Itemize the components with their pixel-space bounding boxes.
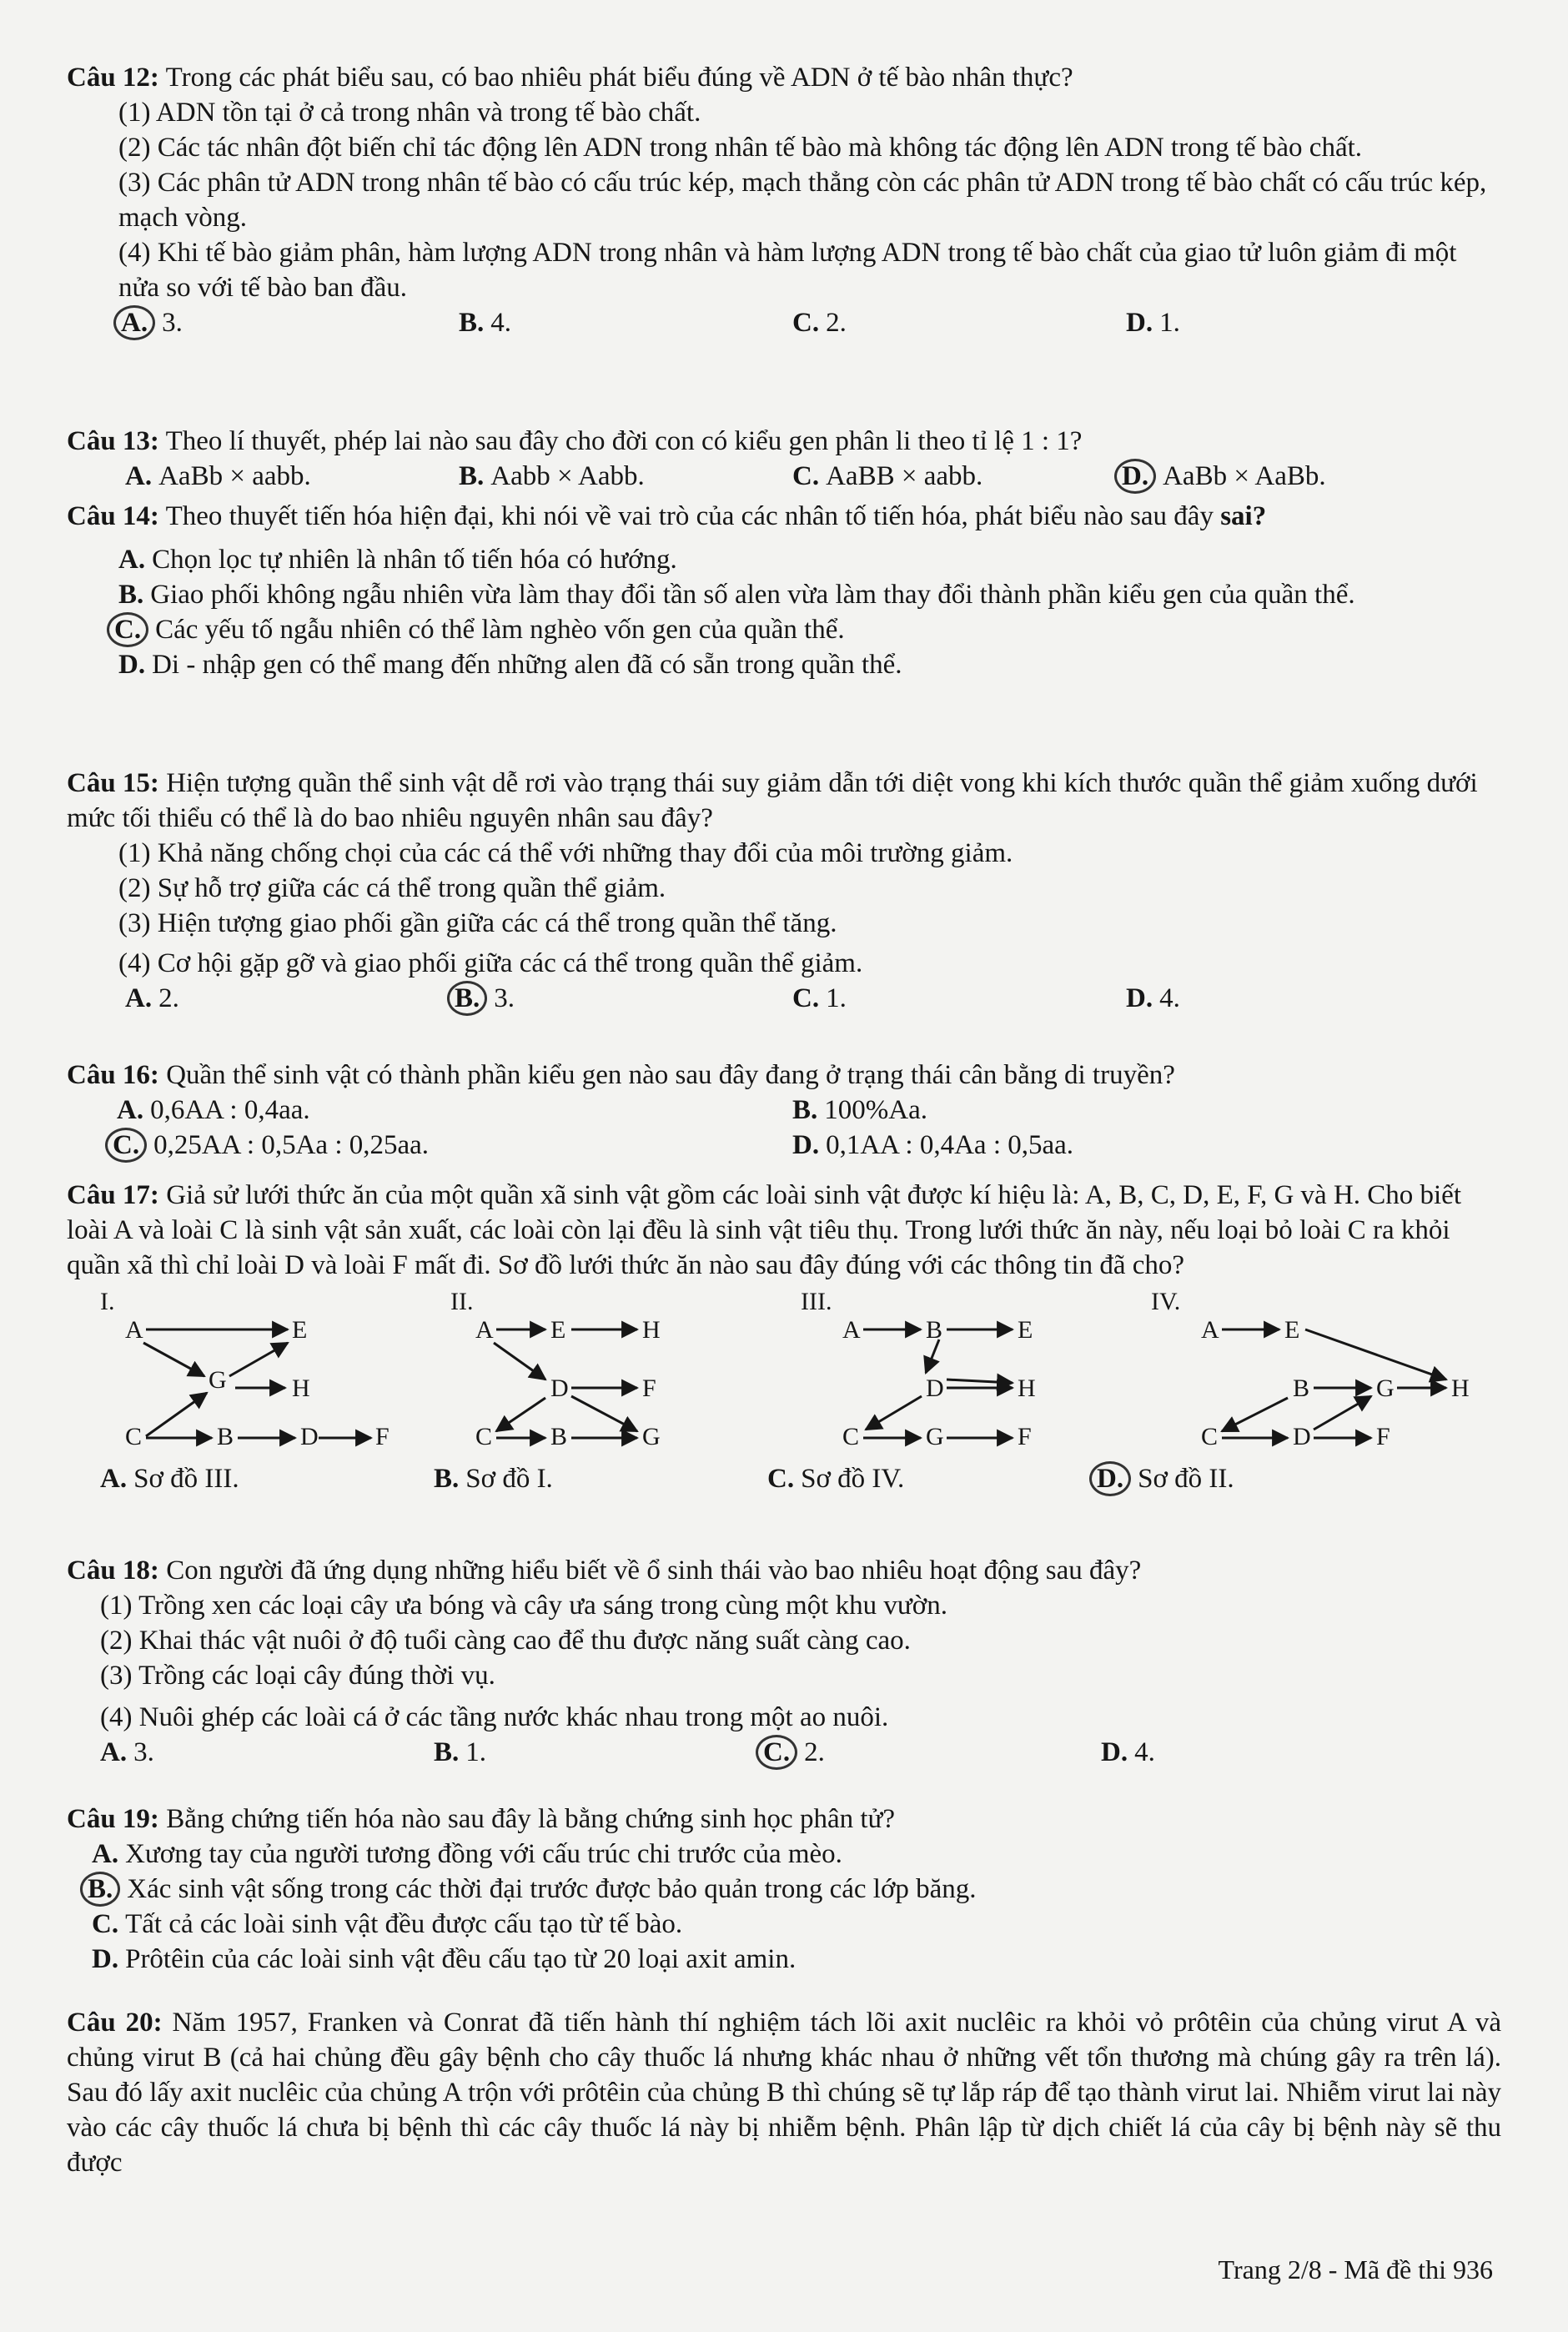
svg-text:D: D	[300, 1423, 319, 1450]
option-d[interactable]: D. 4.	[1101, 1737, 1155, 1767]
answer-options	[100, 1735, 1501, 1770]
circle-mark: C.	[105, 1128, 147, 1163]
option-c[interactable]: C. Tất cả các loài sinh vật đều được cấu tạo từ tế bào.	[92, 1909, 683, 1939]
svg-text:C: C	[842, 1423, 860, 1450]
food-web-diagram-4	[1151, 1286, 1485, 1461]
option-c[interactable]: C. Các yếu tố ngẫu nhiên có thể làm nghèo vốn gen của quần thể.	[67, 612, 1501, 647]
option-a[interactable]: A. Xương tay của người tương đồng với cấu trúc chi trước của mèo.	[92, 1839, 842, 1869]
statement-4: (4) Nuôi ghép các loài cá ở các tầng nước khác nhau trong một ao nuôi.	[100, 1702, 889, 1732]
circle-mark: C.	[107, 612, 148, 647]
page-footer: Trang 2/8 - Mã đề thi 936	[1218, 2254, 1493, 2284]
option-d[interactable]: D. Sơ đồ II.	[1101, 1461, 1435, 1496]
food-web-diagram-2	[450, 1286, 784, 1461]
question-number: Câu 16:	[67, 1060, 159, 1090]
option-d[interactable]: D. Di - nhập gen có thể mang đến những alen đã có sẵn trong quần thể.	[118, 650, 902, 680]
option-c[interactable]: C. 0,25AA : 0,5Aa : 0,25aa.	[117, 1128, 792, 1163]
option-b[interactable]: B. 100%Aa.	[792, 1095, 927, 1125]
svg-text:A: A	[1201, 1316, 1219, 1344]
svg-text:G: G	[642, 1423, 661, 1450]
question-20	[67, 2005, 1501, 2180]
statement-3: (3) Các phân tử ADN trong nhân tế bào có cấu trúc kép, mạch thẳng còn các phân tử ADN trong tế bào chất có cấu trúc kép, mạch vòng.	[118, 168, 1487, 233]
option-b[interactable]: B. Aabb × Aabb.	[459, 461, 645, 491]
question-text: Trong các phát biểu sau, có bao nhiêu phát biểu đúng về ADN ở tế bào nhân thực?	[165, 63, 1073, 93]
circle-mark: D.	[1089, 1461, 1131, 1496]
svg-text:C: C	[1201, 1423, 1219, 1450]
circle-mark: C.	[756, 1735, 797, 1770]
svg-text:D: D	[926, 1375, 944, 1402]
answer-options	[125, 459, 1501, 494]
question-text: Con người đã ứng dụng những hiểu biết về ổ sinh thái vào bao nhiêu hoạt động sau đây?	[166, 1556, 1142, 1586]
statement-1: (1) Khả năng chống chọi của các cá thể với những thay đổi của môi trường giảm.	[118, 838, 1013, 868]
statement-4: (4) Khi tế bào giảm phân, hàm lượng ADN trong nhân và hàm lượng ADN trong tế bào chất của giao tử luôn giảm đi một nửa so với tế bào ban đầu.	[118, 238, 1457, 303]
option-c[interactable]: C. 2.	[767, 1735, 1101, 1770]
svg-text:H: H	[1018, 1375, 1036, 1402]
option-d[interactable]: D. 1.	[1126, 308, 1180, 338]
svg-text:G: G	[1376, 1375, 1395, 1402]
option-a[interactable]: A. Chọn lọc tự nhiên là nhân tố tiến hóa có hướng.	[118, 545, 677, 575]
svg-text:H: H	[642, 1316, 661, 1344]
question-number: Câu 12:	[67, 63, 159, 93]
option-d[interactable]: D. AaBb × AaBb.	[1126, 459, 1460, 494]
statement-1: (1) ADN tồn tại ở cả trong nhân và trong tế bào chất.	[118, 98, 701, 128]
option-b[interactable]: B. Giao phối không ngẫu nhiên vừa làm thay đổi tần số alen vừa làm thay đổi thành phần kiểu gen của quần thể.	[118, 580, 1355, 610]
question-text: Năm 1957, Franken và Conrat đã tiến hành thí nghiệm tách lõi axit nuclêic ra khỏi vỏ prôtêin của chủng virut A và chủng virut B (cả hai chủng đều gây bệnh cho cây thuốc lá nhưng khác nhau ở những vết tổn thương mà chúng gây ra trên lá). Sau đó lấy axit nuclêic của chủng A trộn với prôtêin của chủng B thì chúng sẽ tự lắp ráp để tạo thành virut lai. Nhiễm virut lai này vào các cây thuốc lá chưa bị bệnh thì các cây thuốc lá này bị nhiễm bệnh. Phân lập từ dịch chiết lá của cây bị bệnh này sẽ thu được	[67, 2008, 1502, 2178]
svg-text:A: A	[475, 1316, 494, 1344]
svg-text:F: F	[1018, 1423, 1032, 1450]
option-a[interactable]: A. AaBb × aabb.	[125, 461, 311, 491]
option-c[interactable]: C. 2.	[792, 308, 847, 338]
statement-3: (3) Trồng các loại cây đúng thời vụ.	[100, 1661, 495, 1691]
answer-options	[100, 1461, 1501, 1496]
question-19	[67, 1802, 1501, 1977]
svg-text:B: B	[1293, 1375, 1310, 1402]
option-a[interactable]: A. 3.	[100, 1737, 154, 1767]
svg-text:E: E	[1018, 1316, 1033, 1344]
option-d[interactable]: D. 0,1AA : 0,4Aa : 0,5aa.	[792, 1130, 1074, 1160]
option-a[interactable]: A. Sơ đồ III.	[100, 1464, 239, 1494]
question-number: Câu 17:	[67, 1180, 159, 1210]
question-16	[67, 1058, 1501, 1163]
svg-text:E: E	[550, 1316, 566, 1344]
svg-text:H: H	[1451, 1375, 1470, 1402]
svg-text:C: C	[475, 1423, 493, 1450]
svg-text:D: D	[550, 1375, 569, 1402]
question-number: Câu 19:	[67, 1804, 159, 1834]
question-13	[67, 424, 1501, 494]
question-number: Câu 15:	[67, 768, 159, 798]
option-d[interactable]: D. Prôtêin của các loài sinh vật đều cấu tạo từ 20 loại axit amin.	[92, 1944, 797, 1974]
svg-text:B: B	[217, 1423, 234, 1450]
question-number: Câu 14:	[67, 501, 159, 531]
question-text: Bằng chứng tiến hóa nào sau đây là bằng chứng sinh học phân tử?	[166, 1804, 896, 1834]
statement-2: (2) Khai thác vật nuôi ở độ tuổi càng cao để thu được năng suất càng cao.	[100, 1626, 911, 1656]
option-a[interactable]: A. 3.	[125, 305, 459, 340]
circle-mark: A.	[113, 305, 155, 340]
svg-text:A: A	[842, 1316, 861, 1344]
food-web-diagrams	[100, 1286, 1501, 1461]
question-number: Câu 20:	[67, 2008, 163, 2038]
question-text: Theo thuyết tiến hóa hiện đại, khi nói về vai trò của các nhân tố tiến hóa, phát biểu nào sau đây	[165, 501, 1214, 531]
circle-mark: B.	[80, 1872, 120, 1907]
answer-options	[125, 981, 1501, 1016]
answer-options	[113, 1093, 1501, 1163]
diagram-label: II.	[450, 1288, 474, 1315]
option-c[interactable]: C. Sơ đồ IV.	[767, 1464, 905, 1494]
question-keyword: sai?	[1220, 501, 1267, 531]
option-b[interactable]: B. 1.	[434, 1737, 487, 1767]
question-15	[67, 766, 1501, 1016]
question-text: Quần thể sinh vật có thành phần kiểu gen nào sau đây đang ở trạng thái cân bằng di truyền?	[166, 1060, 1175, 1090]
food-web-diagram-1	[100, 1286, 434, 1461]
statement-3: (3) Hiện tượng giao phối gần giữa các cá thể trong quần thể tăng.	[118, 908, 837, 938]
question-17	[67, 1178, 1501, 1496]
answer-options	[121, 305, 1501, 340]
food-web-diagram-3	[801, 1286, 1134, 1461]
question-text: Hiện tượng quần thể sinh vật dễ rơi vào trạng thái suy giảm dẫn tới diệt vong khi kích thước quần thể giảm xuống dưới mức tối thiểu có thể là do bao nhiêu nguyên nhân sau đây?	[67, 768, 1478, 833]
question-18	[67, 1553, 1501, 1770]
option-b[interactable]: B. Sơ đồ I.	[434, 1464, 553, 1494]
statement-1: (1) Trồng xen các loại cây ưa bóng và cây ưa sáng trong cùng một khu vườn.	[100, 1591, 947, 1621]
option-b[interactable]: B. 4.	[459, 308, 512, 338]
option-c[interactable]: C. AaBB × aabb.	[792, 461, 983, 491]
option-b[interactable]: B. 3.	[459, 981, 792, 1016]
diagram-label: III.	[801, 1288, 832, 1315]
svg-text:F: F	[1376, 1423, 1390, 1450]
question-number: Câu 18:	[67, 1556, 159, 1586]
diagram-label: I.	[100, 1288, 115, 1315]
circle-mark: D.	[1114, 459, 1156, 494]
svg-text:E: E	[1284, 1316, 1300, 1344]
svg-text:A: A	[125, 1316, 143, 1344]
svg-text:D: D	[1293, 1423, 1311, 1450]
question-12	[67, 60, 1501, 340]
svg-text:G: G	[926, 1423, 944, 1450]
diagram-label: IV.	[1151, 1288, 1181, 1315]
svg-text:B: B	[550, 1423, 568, 1450]
option-a[interactable]: A. 0,6AA : 0,4aa.	[117, 1095, 310, 1125]
option-b[interactable]: B. Xác sinh vật sống trong các thời đại trước được bảo quản trong các lớp băng.	[67, 1872, 1501, 1907]
statement-2: (2) Các tác nhân đột biến chỉ tác động lên ADN trong nhân tế bào mà không tác động lên ADN trong tế bào chất.	[118, 133, 1363, 163]
option-a[interactable]: A. 2.	[125, 983, 179, 1013]
svg-text:H: H	[292, 1375, 310, 1402]
question-number: Câu 13:	[67, 426, 159, 456]
option-d[interactable]: D. 4.	[1126, 983, 1180, 1013]
svg-text:F: F	[642, 1375, 656, 1402]
option-c[interactable]: C. 1.	[792, 983, 847, 1013]
statement-4: (4) Cơ hội gặp gỡ và giao phối giữa các cá thể trong quần thể giảm.	[118, 948, 863, 978]
question-text: Theo lí thuyết, phép lai nào sau đây cho đời con có kiểu gen phân li theo tỉ lệ 1 : 1?	[165, 426, 1083, 456]
statement-2: (2) Sự hỗ trợ giữa các cá thể trong quần thể giảm.	[118, 873, 666, 903]
svg-text:G: G	[209, 1366, 227, 1394]
svg-text:F: F	[375, 1423, 389, 1450]
svg-text:B: B	[926, 1316, 943, 1344]
svg-text:C: C	[125, 1423, 143, 1450]
svg-text:E: E	[292, 1316, 308, 1344]
question-text: Giả sử lưới thức ăn của một quần xã sinh vật gồm các loài sinh vật được kí hiệu là: A, B, C, D, E, F, G và H. Cho biết loài A và loài C là sinh vật sản xuất, các loài còn lại đều là sinh vật tiêu thụ. Trong lưới thức ăn này, nếu loại bỏ loài C ra khỏi quần xã thì chỉ loài D và loài F mất đi. Sơ đồ lưới thức ăn nào sau đây đúng với các thông tin đã cho?	[67, 1180, 1461, 1280]
question-14	[67, 499, 1501, 682]
circle-mark: B.	[447, 981, 487, 1016]
